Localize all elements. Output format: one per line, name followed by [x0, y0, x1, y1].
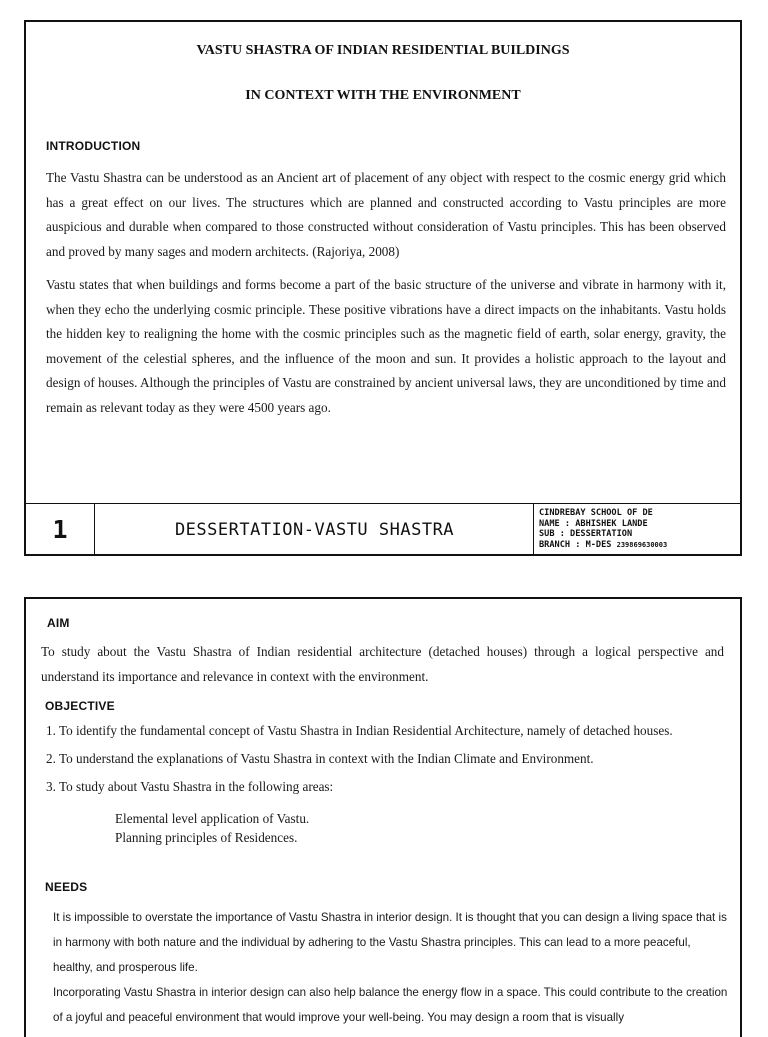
- aim-heading: AIM: [47, 616, 70, 630]
- objective-sub-item: Planning principles of Residences.: [115, 830, 298, 845]
- footer-subject: SUB : DESSERTATION: [539, 529, 633, 539]
- aim-paragraph: To study about the Vastu Shastra of Indian residential architecture (detached houses) through a logical perspective and understand its importance and relevance in context with the environment.: [41, 644, 724, 684]
- footer-info-block: [539, 508, 739, 550]
- introduction-heading: INTRODUCTION: [46, 139, 141, 153]
- document-page-2: [24, 597, 742, 1037]
- document-page-1: [24, 20, 742, 556]
- needs-paragraph-2: Incorporating Vastu Shastra in interior design can also help balance the energy flow in a space. This could contribute to the creation of a joyful and peaceful environment that would improve your well-being. You may design a room that is visually: [53, 986, 728, 1024]
- footer-branch-row: [539, 540, 739, 551]
- objective-item: 2. To understand the explanations of Vastu Shastra in context with the Indian Climate and Environment.: [46, 751, 594, 766]
- title-block-footer: [26, 503, 740, 555]
- objective-item: 3. To study about Vastu Shastra in the following areas:: [46, 779, 334, 794]
- objective-item: 1. To identify the fundamental concept of Vastu Shastra in Indian Residential Architecture, namely of detached houses.: [46, 723, 673, 738]
- document-title-line-2: IN CONTEXT WITH THE ENVIRONMENT: [245, 88, 521, 103]
- introduction-paragraph-1: The Vastu Shastra can be understood as an Ancient art of placement of any object with respect to the cosmic energy grid which has a great effect on our lives. The structures which are planned and constructed according to Vastu principles are more auspicious and durable when compared to those constructed without consideration of Vastu principles. This has been observed and proved by many sages and modern architects. (Rajoriya, 2008): [46, 170, 726, 259]
- footer-branch: BRANCH : M-DES: [539, 539, 612, 550]
- objective-sub-item: Elemental level application of Vastu.: [115, 811, 310, 826]
- introduction-paragraph-2: Vastu states that when buildings and forms become a part of the basic structure of the universe and vibrate in harmony with it, when they echo the underlying cosmic principle. These positive vibrations have a direct impacts on the inhabitants. Vastu holds the hidden key to realigning the home with the cosmic principles such as the magnetic field of earth, solar energy, gravity, the movement of the celestial spheres, and the influence of the moon and sun. It provides a holistic approach to the layout and design of houses. Although the principles of Vastu are constrained by ancient universal laws, they are unconditioned by time and remain as relevant today as they were 4500 years ago.: [46, 277, 726, 415]
- footer-school: CINDREBAY SCHOOL OF DE: [539, 508, 653, 518]
- footer-title: DESSERTATION-VASTU SHASTRA: [96, 504, 534, 555]
- objective-heading: OBJECTIVE: [45, 699, 115, 713]
- footer-branch-id: 239869630003: [616, 540, 668, 549]
- page-number: 1: [26, 504, 95, 555]
- needs-heading: NEEDS: [45, 880, 88, 894]
- footer-name: NAME : ABHISHEK LANDE: [539, 518, 648, 529]
- document-title-line-1: VASTU SHASTRA OF INDIAN RESIDENTIAL BUILDINGS: [196, 43, 570, 58]
- needs-paragraph-1: It is impossible to overstate the importance of Vastu Shastra in interior design. It is thought that you can design a living space that is in harmony with both nature and the individual by adhering to the Vastu Shastra principles. This can lead to a more peaceful, healthy, and prosperous life.: [53, 911, 727, 974]
